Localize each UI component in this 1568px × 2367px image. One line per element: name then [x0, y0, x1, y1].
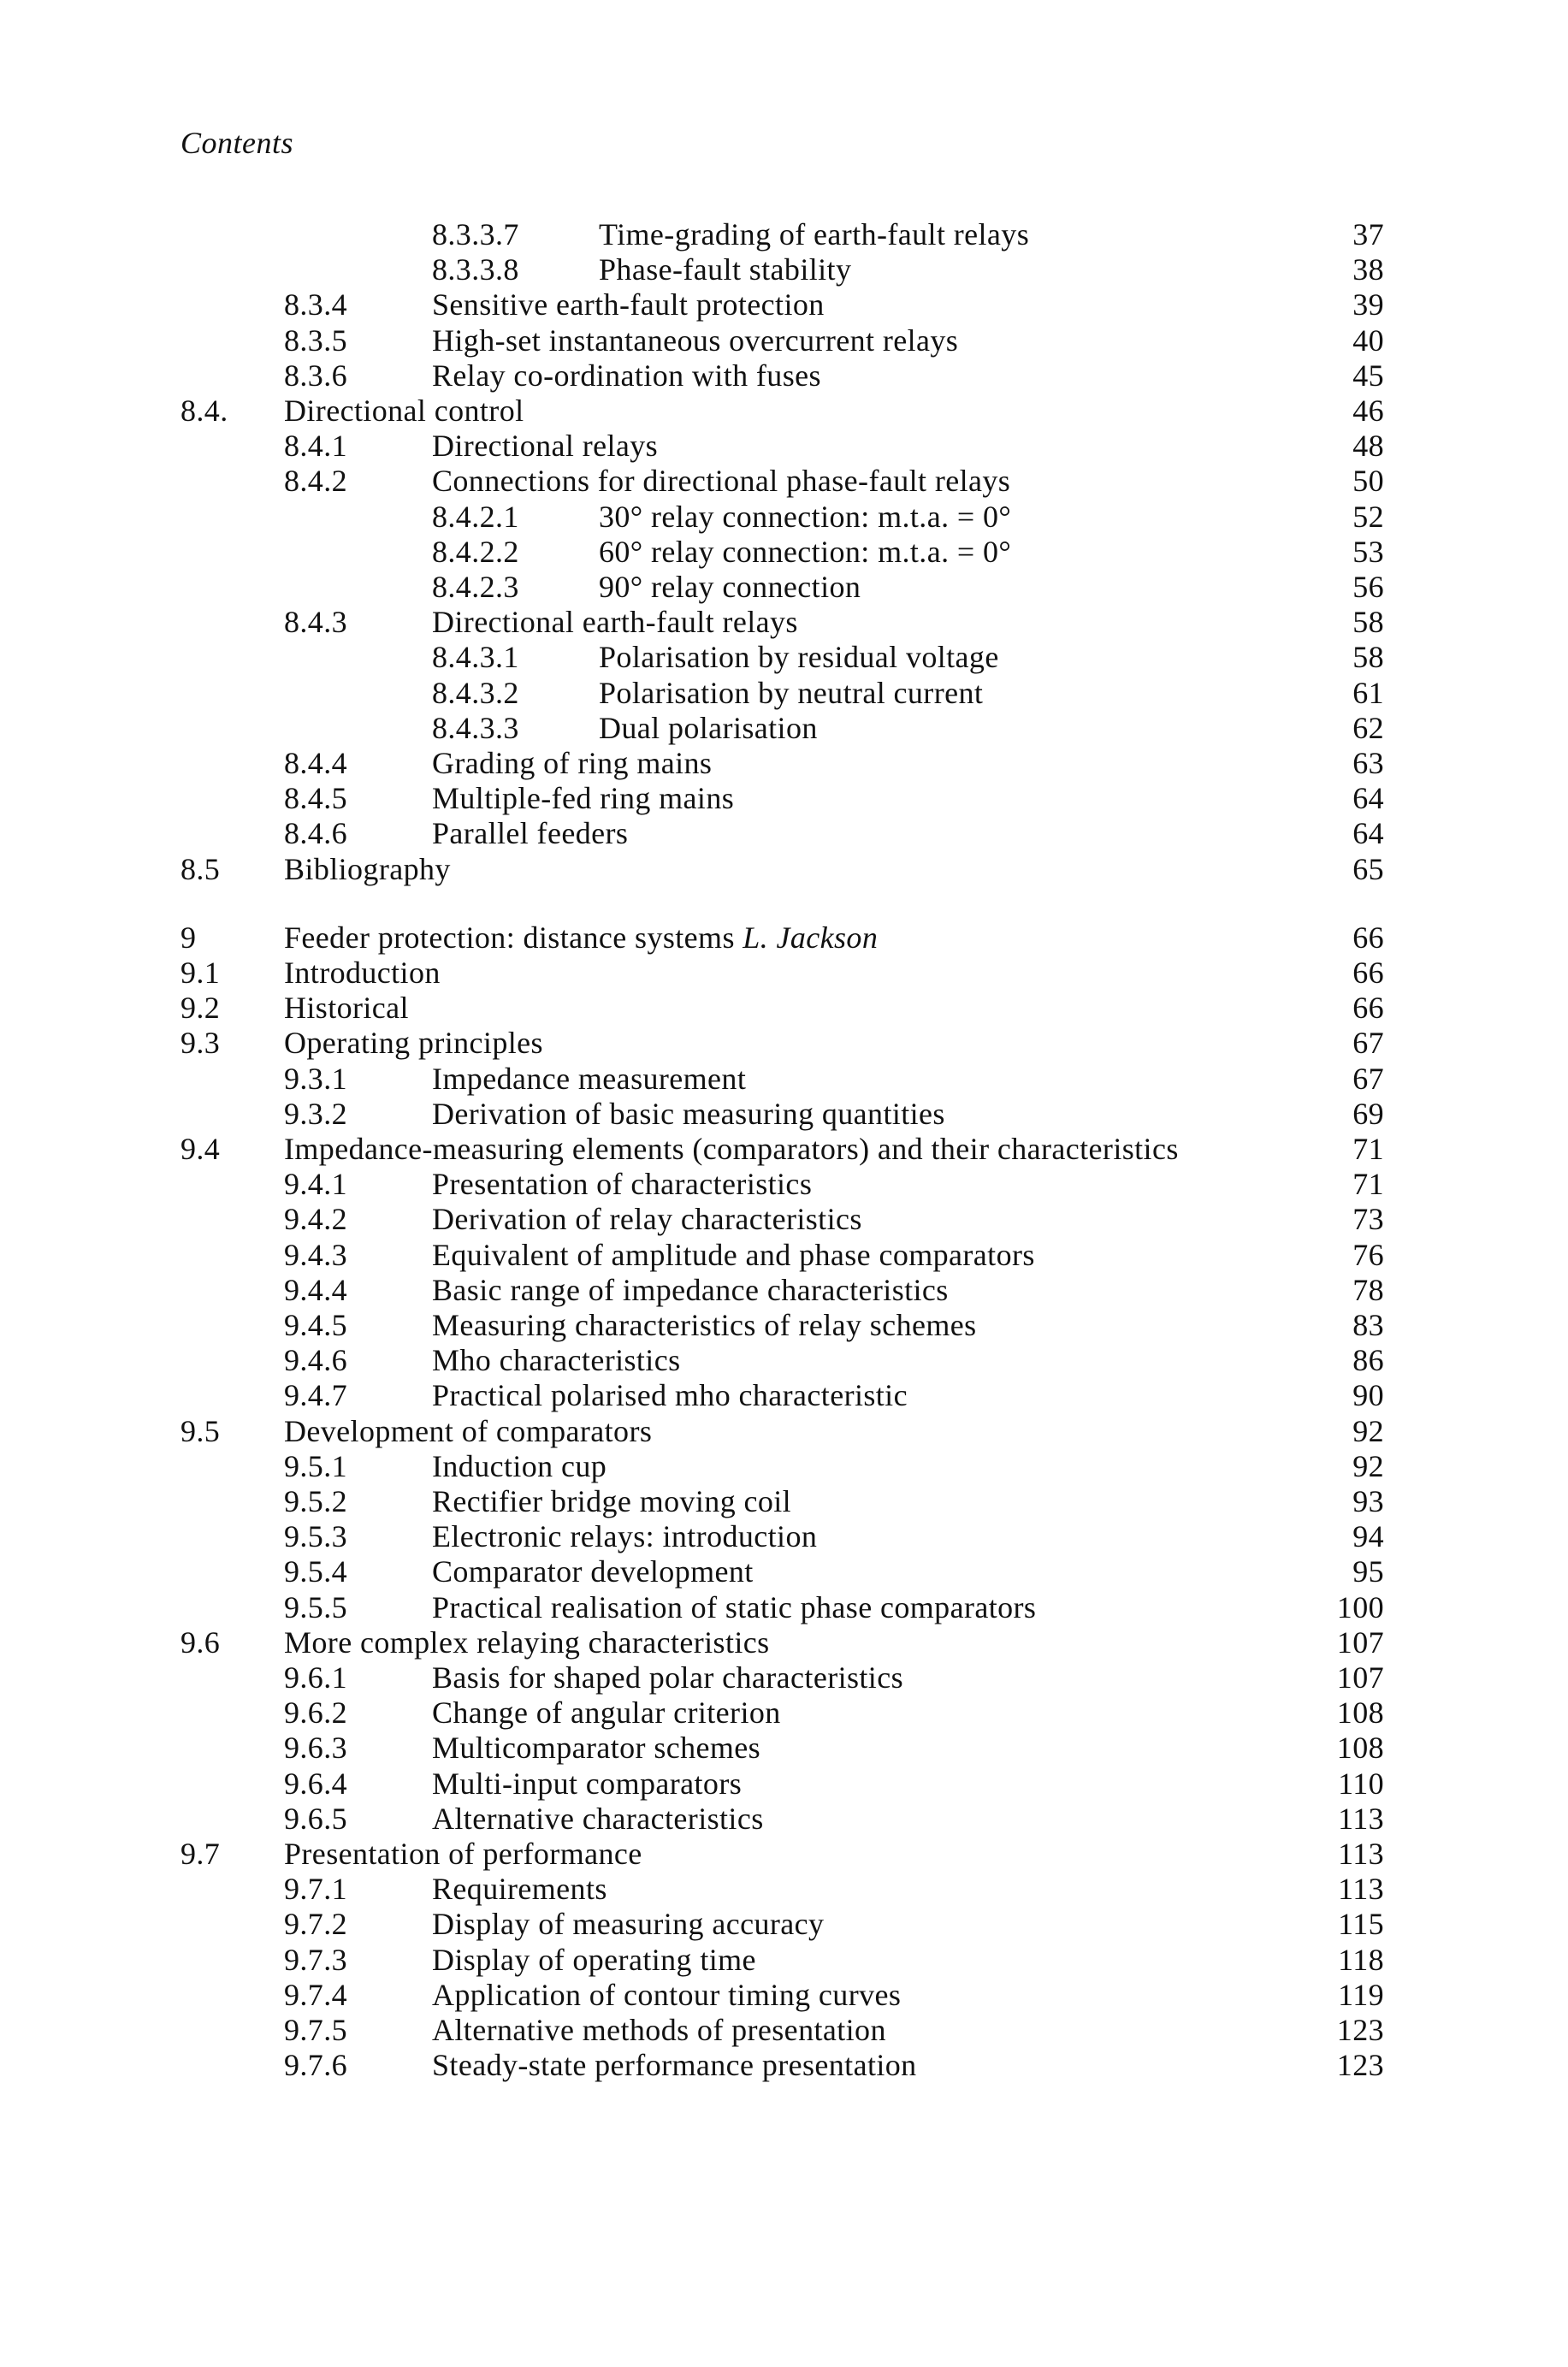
toc-entry-title-text: Directional relays [432, 429, 659, 463]
toc-entry [0, 1166, 1568, 1202]
toc-entry [0, 1307, 1568, 1343]
toc-entry-title [284, 1131, 1179, 1167]
toc-entry [0, 851, 1568, 887]
toc-entry-title-text: Presentation of performance [284, 1837, 642, 1871]
toc-entry-title-text: Polarisation by residual voltage [599, 640, 999, 674]
toc-entry-title [432, 1096, 945, 1132]
toc-entry-title-text: High-set instantaneous overcurrent relays [432, 323, 959, 358]
toc-entry-page: 71 [1352, 1167, 1384, 1201]
toc-entry-number: 9.5.4 [284, 1554, 347, 1589]
toc-entry-title-text: 60° relay connection: m.t.a. = 0° [599, 535, 1012, 569]
toc-entry-title-text: Dual polarisation [599, 711, 818, 745]
toc-entry-title-text: Rectifier bridge moving coil [432, 1484, 792, 1518]
toc-entry-page: 108 [1336, 1731, 1384, 1765]
toc-entry [0, 499, 1568, 535]
toc-entry-page: 48 [1352, 429, 1384, 463]
toc-entry-page: 92 [1352, 1414, 1384, 1448]
toc-entry-page: 64 [1352, 781, 1384, 815]
toc-entry-number: 9.7.6 [284, 2048, 347, 2082]
toc-entry [0, 1624, 1568, 1660]
toc-entry-title-text: Equivalent of amplitude and phase comparators [432, 1238, 1035, 1272]
toc-entry-title [432, 815, 628, 851]
toc-entry [0, 1589, 1568, 1625]
toc-entry-title [432, 1589, 1036, 1625]
toc-entry-page: 63 [1352, 746, 1384, 780]
toc-entry-page: 69 [1352, 1097, 1384, 1131]
toc-entry-page: 107 [1336, 1660, 1384, 1695]
toc-entry-title [432, 1977, 901, 2013]
toc-entry-title-text: Display of operating time [432, 1943, 756, 1977]
toc-entry-title [432, 1766, 742, 1802]
toc-entry [0, 1553, 1568, 1589]
toc-entry-number: 9.6.1 [284, 1660, 347, 1695]
toc-entry-title [432, 287, 825, 323]
toc-entry [0, 1660, 1568, 1695]
toc-entry-number: 9.4.2 [284, 1202, 347, 1236]
toc-entry-page: 118 [1338, 1943, 1384, 1977]
toc-entry-number: 8.4.3 [284, 605, 347, 639]
toc-entry-title-text: Parallel feeders [432, 816, 629, 850]
toc-entry-title [599, 216, 1029, 252]
toc-entry-title-text: More complex relaying characteristics [284, 1625, 770, 1660]
toc-entry-number: 9.1 [180, 956, 221, 990]
toc-entry-number: 9.5.1 [284, 1449, 347, 1483]
toc-entry-number: 8.3.5 [284, 323, 347, 358]
toc-entry [0, 1201, 1568, 1237]
toc-entry-page: 78 [1352, 1273, 1384, 1307]
toc-entry-page: 39 [1352, 287, 1384, 322]
toc-entry-page: 58 [1352, 605, 1384, 639]
toc-entry [0, 2047, 1568, 2083]
toc-entry-page: 38 [1352, 252, 1384, 287]
toc-entry-title [432, 1061, 746, 1097]
toc-entry [0, 1025, 1568, 1061]
toc-entry-page: 113 [1338, 1802, 1384, 1836]
toc-entry [0, 604, 1568, 640]
toc-entry-number: 9.4 [180, 1132, 221, 1166]
toc-entry-number: 9.7.2 [284, 1907, 347, 1941]
toc-entry-title [432, 2012, 886, 2048]
toc-entry-number: 9.6 [180, 1625, 221, 1660]
toc-entry-title-text: Introduction [284, 956, 441, 990]
toc-entry-title-text: Sensitive earth-fault protection [432, 287, 825, 322]
toc-entry-page: 95 [1352, 1554, 1384, 1589]
toc-entry-title [432, 1448, 606, 1484]
toc-entry-title [599, 569, 861, 605]
toc-entry [0, 1448, 1568, 1484]
toc-entry-title-text: Historical [284, 991, 409, 1025]
toc-entry-title [284, 1413, 652, 1449]
toc-entry-number: 8.4.2.2 [432, 535, 519, 569]
toc-entry [0, 1061, 1568, 1097]
toc-entry-title-text: Bibliography [284, 852, 451, 886]
toc-entry-title [284, 851, 451, 887]
toc-entry [0, 1377, 1568, 1413]
toc-entry [0, 251, 1568, 287]
toc-entry-number: 8.4.1 [284, 429, 347, 463]
toc-entry-page: 53 [1352, 535, 1384, 569]
toc-entry-title [432, 1166, 812, 1202]
toc-entry [0, 216, 1568, 252]
toc-entry [0, 639, 1568, 675]
toc-entry-title [432, 1307, 977, 1343]
toc-entry [0, 780, 1568, 816]
toc-entry [0, 710, 1568, 746]
toc-entry-title-text: Grading of ring mains [432, 746, 713, 780]
toc-entry-title-text: 30° relay connection: m.t.a. = 0° [599, 500, 1012, 534]
toc-entry-number: 9.5.2 [284, 1484, 347, 1518]
toc-entry-title [432, 323, 958, 358]
toc-entry-title [432, 1342, 681, 1378]
toc-entry-title-text: Impedance measurement [432, 1062, 747, 1096]
toc-entry-title [599, 710, 818, 746]
toc-entry-page: 56 [1352, 570, 1384, 604]
toc-entry [0, 955, 1568, 991]
toc-entry-author: L. Jackson [743, 920, 879, 955]
toc-entry [0, 1766, 1568, 1802]
toc-entry-title [432, 2047, 917, 2083]
toc-entry-page: 71 [1352, 1132, 1384, 1166]
toc-entry-title-text: Multi-input comparators [432, 1766, 743, 1801]
toc-entry-title-text: Basic range of impedance characteristics [432, 1273, 949, 1307]
toc-entry [0, 1871, 1568, 1907]
toc-entry-page: 115 [1338, 1907, 1384, 1941]
toc-entry [0, 569, 1568, 605]
toc-entry-title [599, 675, 983, 711]
toc-entry-title-text: Connections for directional phase-fault relays [432, 464, 1011, 498]
toc-entry-page: 107 [1336, 1625, 1384, 1660]
toc-entry-page: 93 [1352, 1484, 1384, 1518]
toc-entry [0, 534, 1568, 570]
toc-entry-page: 92 [1352, 1449, 1384, 1483]
toc-entry [0, 1342, 1568, 1378]
toc-entry-title-text: Phase-fault stability [599, 252, 852, 287]
toc-entry-title [432, 463, 1010, 499]
toc-entry-page: 40 [1352, 323, 1384, 358]
toc-entry-page: 66 [1352, 956, 1384, 990]
toc-entry-title [284, 990, 409, 1026]
toc-entry-page: 113 [1338, 1872, 1384, 1906]
toc-entry-title [432, 1695, 781, 1731]
toc-entry-number: 8.3.3.8 [432, 252, 519, 287]
toc-entry-number: 8.5 [180, 852, 221, 886]
toc-entry [0, 1730, 1568, 1766]
toc-entry-title [432, 428, 658, 464]
toc-entry-number: 9.4.4 [284, 1273, 347, 1307]
toc-entry-title-text: Mho characteristics [432, 1343, 681, 1377]
toc-entry-number: 9.6.4 [284, 1766, 347, 1801]
toc-entry-page: 67 [1352, 1026, 1384, 1060]
toc-entry-page: 66 [1352, 920, 1384, 955]
toc-entry [0, 1801, 1568, 1837]
toc-entry-page: 94 [1352, 1519, 1384, 1553]
toc-entry-number: 8.4.3.3 [432, 711, 519, 745]
toc-entry-title [284, 393, 524, 429]
toc-entry-title-text: Basis for shaped polar characteristics [432, 1660, 903, 1695]
toc-entry-title-text: Alternative methods of presentation [432, 2013, 886, 2047]
toc-entry-page: 100 [1336, 1590, 1384, 1624]
toc-entry-number: 9.7.1 [284, 1872, 347, 1906]
toc-entry-title [432, 1201, 862, 1237]
toc-entry-title [599, 499, 1011, 535]
toc-entry-title-text: Induction cup [432, 1449, 607, 1483]
toc-entry [0, 1942, 1568, 1978]
toc-entry-page: 86 [1352, 1343, 1384, 1377]
running-head: Contents [180, 126, 294, 160]
toc-entry-title-text: Multiple-fed ring mains [432, 781, 735, 815]
toc-entry-number: 9.4.7 [284, 1378, 347, 1412]
toc-entry-title-text: Directional control [284, 394, 524, 428]
toc-entry-page: 50 [1352, 464, 1384, 498]
toc-entry-page: 66 [1352, 991, 1384, 1025]
toc-entry-title [599, 251, 851, 287]
toc-entry [0, 2012, 1568, 2048]
toc-entry [0, 1096, 1568, 1132]
toc-entry-title-text: Requirements [432, 1872, 607, 1906]
toc-entry-number: 9.6.5 [284, 1802, 347, 1836]
toc-entry-number: 9.3.1 [284, 1062, 347, 1096]
toc-entry-title [284, 955, 441, 991]
toc-entry-page: 62 [1352, 711, 1384, 745]
toc-entry [0, 428, 1568, 464]
toc-entry [0, 1695, 1568, 1731]
toc-entry-title-text: Alternative characteristics [432, 1802, 764, 1836]
toc-entry-page: 113 [1338, 1837, 1384, 1871]
toc-entry-page: 83 [1352, 1308, 1384, 1342]
toc-entry-number: 9.4.5 [284, 1308, 347, 1342]
toc-entry-number: 9.5 [180, 1414, 221, 1448]
toc-entry-number: 8.4. [180, 394, 228, 428]
toc-entry-page: 58 [1352, 640, 1384, 674]
toc-entry-title-text: Steady-state performance presentation [432, 2048, 917, 2082]
toc-entry-number: 8.3.4 [284, 287, 347, 322]
toc-entry [0, 393, 1568, 429]
toc-entry-title [432, 1518, 817, 1554]
toc-entry-page: 73 [1352, 1202, 1384, 1236]
toc-entry [0, 1272, 1568, 1308]
toc-entry-page: 123 [1336, 2048, 1384, 2082]
toc-entry-number: 9.4.6 [284, 1343, 347, 1377]
toc-entry-number: 8.4.5 [284, 781, 347, 815]
toc-entry-title-text: Application of contour timing curves [432, 1978, 902, 2012]
toc-entry-title-text: Time-grading of earth-fault relays [599, 217, 1030, 251]
toc-entry-number: 9.6.2 [284, 1695, 347, 1730]
toc-entry-title [432, 1730, 760, 1766]
toc-entry-title [599, 639, 999, 675]
toc-entry [0, 1836, 1568, 1872]
toc-entry-number: 8.4.2 [284, 464, 347, 498]
toc-entry [0, 815, 1568, 851]
toc-entry-number: 8.4.3.1 [432, 640, 519, 674]
toc-entry-title-text: Practical realisation of static phase comparators [432, 1590, 1037, 1624]
toc-entry [0, 920, 1568, 956]
toc-entry-title-text: Relay co-ordination with fuses [432, 358, 821, 393]
toc-entry-number: 9.7.4 [284, 1978, 347, 2012]
toc-entry-title-text: Derivation of basic measuring quantities [432, 1097, 945, 1131]
toc-entry [0, 1237, 1568, 1273]
toc-entry-title [432, 745, 712, 781]
toc-entry-page: 108 [1336, 1695, 1384, 1730]
toc-entry-number: 9.5.5 [284, 1590, 347, 1624]
toc-entry-title-text: Feeder protection: distance systems [284, 920, 735, 955]
toc-entry-title [432, 1272, 949, 1308]
toc-entry-page: 123 [1336, 2013, 1384, 2047]
toc-entry-number: 9.3 [180, 1026, 221, 1060]
toc-entry-number: 9.7.3 [284, 1943, 347, 1977]
toc-entry [0, 1131, 1568, 1167]
toc-entry-title [432, 358, 821, 394]
toc-entry-title-text: Presentation of characteristics [432, 1167, 813, 1201]
toc-entry-title-text: Impedance-measuring elements (comparators) and their characteristics [284, 1132, 1179, 1166]
toc-entry [0, 323, 1568, 358]
toc-entry-title [284, 1025, 543, 1061]
toc-entry-number: 9.4.3 [284, 1238, 347, 1272]
toc-entry-number: 8.3.6 [284, 358, 347, 393]
toc-entry-page: 67 [1352, 1062, 1384, 1096]
toc-entry-title-text: Development of comparators [284, 1414, 653, 1448]
toc-entry-title-text: Electronic relays: introduction [432, 1519, 818, 1553]
toc-entry-title-text: Operating principles [284, 1026, 543, 1060]
toc-entry-title-text: Multicomparator schemes [432, 1731, 761, 1765]
toc-entry-number: 9.4.1 [284, 1167, 347, 1201]
toc-entry-page: 76 [1352, 1238, 1384, 1272]
toc-entry-page: 45 [1352, 358, 1384, 393]
toc-entry-title [432, 1942, 756, 1978]
toc-entry-title [284, 920, 878, 956]
toc-entry-title [432, 604, 798, 640]
toc-entry-number: 8.4.4 [284, 746, 347, 780]
toc-entry-title [432, 1660, 903, 1695]
toc-entry-page: 46 [1352, 394, 1384, 428]
toc-entry-page: 110 [1338, 1766, 1384, 1801]
toc-entry-page: 65 [1352, 852, 1384, 886]
toc-entry-title-text: Polarisation by neutral current [599, 676, 984, 710]
toc-entry-page: 64 [1352, 816, 1384, 850]
toc-entry [0, 1518, 1568, 1554]
toc-entry-page: 90 [1352, 1378, 1384, 1412]
toc-entry [0, 745, 1568, 781]
toc-entry-page: 52 [1352, 500, 1384, 534]
toc-entry-title [432, 1377, 908, 1413]
toc-entry-title-text: Measuring characteristics of relay schemes [432, 1308, 977, 1342]
toc-entry [0, 990, 1568, 1026]
toc-entry-title-text: Derivation of relay characteristics [432, 1202, 862, 1236]
toc-entry-title [432, 1906, 824, 1942]
toc-entry-number: 8.4.2.3 [432, 570, 519, 604]
toc-entry [0, 675, 1568, 711]
toc-entry [0, 463, 1568, 499]
toc-entry-page: 61 [1352, 676, 1384, 710]
toc-entry-title [432, 1237, 1035, 1273]
toc-entry-number: 8.4.6 [284, 816, 347, 850]
toc-entry-title-text: Change of angular criterion [432, 1695, 781, 1730]
toc-entry [0, 1483, 1568, 1519]
toc-entry-number: 9.2 [180, 991, 221, 1025]
toc-entry-number: 9 [180, 920, 197, 955]
toc-entry-page: 119 [1338, 1978, 1384, 2012]
toc-entry-title-text: 90° relay connection [599, 570, 861, 604]
toc-entry-title [432, 1871, 607, 1907]
toc-entry [0, 287, 1568, 323]
toc-entry [0, 1977, 1568, 2013]
toc-entry-number: 9.7 [180, 1837, 221, 1871]
toc-entry-title-text: Display of measuring accuracy [432, 1907, 825, 1941]
toc-entry-number: 8.4.2.1 [432, 500, 519, 534]
toc-entry-number: 8.3.3.7 [432, 217, 519, 251]
toc-entry-number: 9.7.5 [284, 2013, 347, 2047]
toc-entry-title [599, 534, 1011, 570]
toc-entry-title [432, 1801, 764, 1837]
toc-entry [0, 1413, 1568, 1449]
toc-entry-title [284, 1836, 642, 1872]
toc-entry-number: 9.6.3 [284, 1731, 347, 1765]
toc-entry-title [432, 1553, 754, 1589]
toc-entry-title [432, 1483, 791, 1519]
toc-entry-title-text: Directional earth-fault relays [432, 605, 798, 639]
toc-entry-title [284, 1624, 770, 1660]
toc-entry [0, 358, 1568, 394]
toc-entry-title-text: Comparator development [432, 1554, 754, 1589]
toc-entry-number: 8.4.3.2 [432, 676, 519, 710]
toc-entry [0, 1906, 1568, 1942]
toc-entry-title [432, 780, 734, 816]
toc-entry-number: 9.5.3 [284, 1519, 347, 1553]
toc-entry-number: 9.3.2 [284, 1097, 347, 1131]
toc-entry-title-text: Practical polarised mho characteristic [432, 1378, 908, 1412]
toc-entry-page: 37 [1352, 217, 1384, 251]
